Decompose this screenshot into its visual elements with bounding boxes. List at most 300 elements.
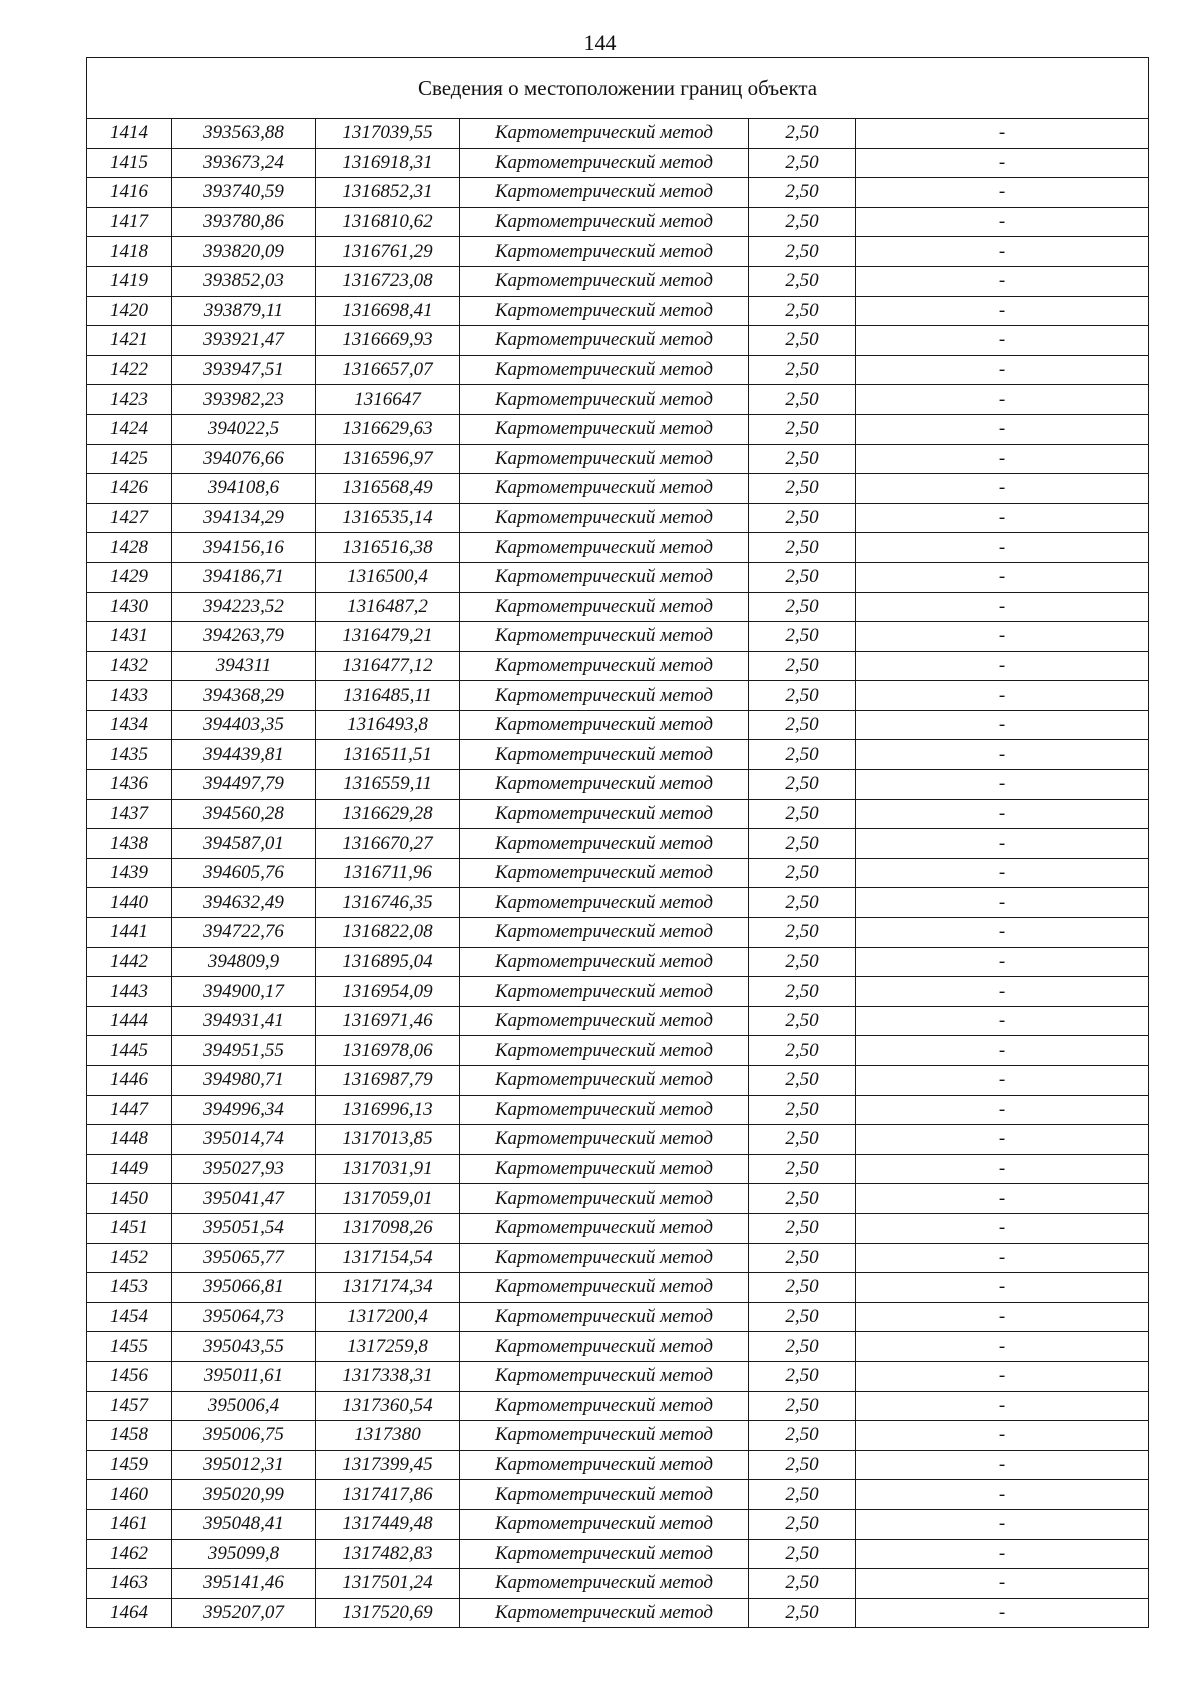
cell-point-number: 1453 — [87, 1273, 172, 1303]
cell-description: - — [856, 119, 1149, 149]
cell-method: Картометрический метод — [460, 444, 749, 474]
cell-coord-x: 393740,59 — [172, 178, 316, 208]
cell-description: - — [856, 1391, 1149, 1421]
cell-method: Картометрический метод — [460, 592, 749, 622]
cell-point-number: 1459 — [87, 1450, 172, 1480]
cell-method: Картометрический метод — [460, 1006, 749, 1036]
cell-coord-y: 1316746,35 — [316, 888, 460, 918]
cell-coord-y: 1316761,29 — [316, 237, 460, 267]
cell-point-number: 1426 — [87, 474, 172, 504]
cell-description: - — [856, 385, 1149, 415]
cell-coord-y: 1316516,38 — [316, 533, 460, 563]
cell-description: - — [856, 918, 1149, 948]
cell-method: Картометрический метод — [460, 355, 749, 385]
cell-method: Картометрический метод — [460, 326, 749, 356]
cell-point-number: 1416 — [87, 178, 172, 208]
cell-coord-y: 1316698,41 — [316, 296, 460, 326]
cell-coord-x: 394186,71 — [172, 562, 316, 592]
boundary-coordinates-table — [86, 57, 1149, 1628]
cell-accuracy: 2,50 — [749, 119, 856, 149]
cell-coord-y: 1317013,85 — [316, 1125, 460, 1155]
cell-coord-x: 395141,46 — [172, 1569, 316, 1599]
cell-method: Картометрический метод — [460, 1332, 749, 1362]
cell-method: Картометрический метод — [460, 799, 749, 829]
cell-coord-x: 394022,5 — [172, 414, 316, 444]
cell-method: Картометрический метод — [460, 562, 749, 592]
cell-method: Картометрический метод — [460, 1480, 749, 1510]
cell-description: - — [856, 888, 1149, 918]
cell-coord-x: 395065,77 — [172, 1243, 316, 1273]
cell-coord-x: 393947,51 — [172, 355, 316, 385]
cell-point-number: 1449 — [87, 1154, 172, 1184]
cell-description: - — [856, 1273, 1149, 1303]
cell-coord-x: 393820,09 — [172, 237, 316, 267]
cell-accuracy: 2,50 — [749, 385, 856, 415]
cell-accuracy: 2,50 — [749, 533, 856, 563]
table-row — [87, 178, 1149, 208]
cell-coord-x: 395099,8 — [172, 1539, 316, 1569]
cell-accuracy: 2,50 — [749, 1036, 856, 1066]
cell-point-number: 1446 — [87, 1066, 172, 1096]
cell-description: - — [856, 1569, 1149, 1599]
cell-coord-x: 394587,01 — [172, 829, 316, 859]
cell-point-number: 1462 — [87, 1539, 172, 1569]
cell-coord-x: 394311 — [172, 651, 316, 681]
cell-coord-y: 1317098,26 — [316, 1213, 460, 1243]
cell-coord-x: 393780,86 — [172, 207, 316, 237]
cell-accuracy: 2,50 — [749, 858, 856, 888]
cell-coord-x: 394403,35 — [172, 710, 316, 740]
cell-accuracy: 2,50 — [749, 592, 856, 622]
cell-description: - — [856, 799, 1149, 829]
cell-point-number: 1451 — [87, 1213, 172, 1243]
cell-method: Картометрический метод — [460, 1450, 749, 1480]
cell-coord-x: 395064,73 — [172, 1302, 316, 1332]
cell-coord-x: 393563,88 — [172, 119, 316, 149]
table-row — [87, 237, 1149, 267]
cell-coord-x: 395066,81 — [172, 1273, 316, 1303]
cell-description: - — [856, 326, 1149, 356]
table-row — [87, 296, 1149, 326]
cell-coord-y: 1316670,27 — [316, 829, 460, 859]
cell-method: Картометрический метод — [460, 385, 749, 415]
table-row — [87, 1184, 1149, 1214]
table-row — [87, 355, 1149, 385]
cell-method: Картометрический метод — [460, 474, 749, 504]
cell-accuracy: 2,50 — [749, 1598, 856, 1628]
cell-point-number: 1448 — [87, 1125, 172, 1155]
cell-point-number: 1427 — [87, 503, 172, 533]
cell-point-number: 1423 — [87, 385, 172, 415]
table-row — [87, 1095, 1149, 1125]
table-row — [87, 1332, 1149, 1362]
cell-coord-y: 1316629,28 — [316, 799, 460, 829]
cell-coord-x: 395048,41 — [172, 1509, 316, 1539]
cell-point-number: 1417 — [87, 207, 172, 237]
cell-point-number: 1464 — [87, 1598, 172, 1628]
cell-description: - — [856, 1480, 1149, 1510]
cell-point-number: 1421 — [87, 326, 172, 356]
table-row — [87, 1480, 1149, 1510]
cell-point-number: 1435 — [87, 740, 172, 770]
cell-method: Картометрический метод — [460, 1095, 749, 1125]
cell-description: - — [856, 148, 1149, 178]
cell-point-number: 1415 — [87, 148, 172, 178]
table-row — [87, 1036, 1149, 1066]
table-row — [87, 1213, 1149, 1243]
cell-description: - — [856, 178, 1149, 208]
cell-point-number: 1429 — [87, 562, 172, 592]
cell-description: - — [856, 681, 1149, 711]
cell-description: - — [856, 592, 1149, 622]
cell-coord-y: 1316479,21 — [316, 622, 460, 652]
table-row — [87, 918, 1149, 948]
table-row — [87, 888, 1149, 918]
cell-accuracy: 2,50 — [749, 770, 856, 800]
cell-point-number: 1440 — [87, 888, 172, 918]
cell-method: Картометрический метод — [460, 207, 749, 237]
cell-method: Картометрический метод — [460, 414, 749, 444]
cell-description: - — [856, 1450, 1149, 1480]
cell-coord-x: 394497,79 — [172, 770, 316, 800]
cell-description: - — [856, 1213, 1149, 1243]
table-row — [87, 326, 1149, 356]
cell-description: - — [856, 1332, 1149, 1362]
table-row — [87, 148, 1149, 178]
cell-method: Картометрический метод — [460, 1066, 749, 1096]
cell-accuracy: 2,50 — [749, 799, 856, 829]
cell-accuracy: 2,50 — [749, 1066, 856, 1096]
table-row — [87, 947, 1149, 977]
cell-method: Картометрический метод — [460, 1036, 749, 1066]
cell-accuracy: 2,50 — [749, 1184, 856, 1214]
cell-method: Картометрический метод — [460, 947, 749, 977]
table-row — [87, 533, 1149, 563]
cell-description: - — [856, 1421, 1149, 1451]
table-row — [87, 207, 1149, 237]
cell-coord-y: 1316954,09 — [316, 977, 460, 1007]
table-row — [87, 1243, 1149, 1273]
page-number: 144 — [583, 30, 617, 55]
cell-point-number: 1425 — [87, 444, 172, 474]
table-row — [87, 474, 1149, 504]
cell-method: Картометрический метод — [460, 1302, 749, 1332]
cell-method: Картометрический метод — [460, 740, 749, 770]
cell-point-number: 1436 — [87, 770, 172, 800]
cell-coord-y: 1316647 — [316, 385, 460, 415]
cell-coord-x: 394560,28 — [172, 799, 316, 829]
cell-accuracy: 2,50 — [749, 296, 856, 326]
table-title: Сведения о местоположении границ объекта — [87, 58, 1149, 119]
cell-point-number: 1424 — [87, 414, 172, 444]
cell-method: Картометрический метод — [460, 1421, 749, 1451]
cell-coord-x: 394605,76 — [172, 858, 316, 888]
cell-accuracy: 2,50 — [749, 1125, 856, 1155]
cell-point-number: 1455 — [87, 1332, 172, 1362]
cell-coord-y: 1317031,91 — [316, 1154, 460, 1184]
table-row — [87, 1006, 1149, 1036]
cell-accuracy: 2,50 — [749, 1006, 856, 1036]
cell-method: Картометрический метод — [460, 1213, 749, 1243]
cell-accuracy: 2,50 — [749, 651, 856, 681]
cell-coord-x: 394951,55 — [172, 1036, 316, 1066]
cell-description: - — [856, 1095, 1149, 1125]
cell-accuracy: 2,50 — [749, 1095, 856, 1125]
cell-coord-x: 394223,52 — [172, 592, 316, 622]
cell-method: Картометрический метод — [460, 829, 749, 859]
cell-point-number: 1437 — [87, 799, 172, 829]
cell-description: - — [856, 947, 1149, 977]
table-row — [87, 799, 1149, 829]
cell-coord-y: 1316852,31 — [316, 178, 460, 208]
cell-accuracy: 2,50 — [749, 1480, 856, 1510]
cell-coord-x: 395207,07 — [172, 1598, 316, 1628]
cell-description: - — [856, 1066, 1149, 1096]
cell-coord-y: 1316971,46 — [316, 1006, 460, 1036]
cell-coord-x: 395020,99 — [172, 1480, 316, 1510]
table-header-row — [87, 58, 1149, 119]
cell-method: Картометрический метод — [460, 622, 749, 652]
cell-description: - — [856, 710, 1149, 740]
cell-point-number: 1456 — [87, 1361, 172, 1391]
cell-accuracy: 2,50 — [749, 474, 856, 504]
cell-coord-x: 394134,29 — [172, 503, 316, 533]
cell-coord-x: 393982,23 — [172, 385, 316, 415]
cell-accuracy: 2,50 — [749, 1421, 856, 1451]
cell-description: - — [856, 237, 1149, 267]
cell-accuracy: 2,50 — [749, 977, 856, 1007]
cell-point-number: 1445 — [87, 1036, 172, 1066]
cell-point-number: 1454 — [87, 1302, 172, 1332]
cell-coord-x: 394263,79 — [172, 622, 316, 652]
table-row — [87, 1125, 1149, 1155]
cell-coord-x: 394156,16 — [172, 533, 316, 563]
cell-point-number: 1450 — [87, 1184, 172, 1214]
cell-description: - — [856, 503, 1149, 533]
table-row — [87, 266, 1149, 296]
cell-point-number: 1442 — [87, 947, 172, 977]
cell-method: Картометрический метод — [460, 1509, 749, 1539]
cell-coord-x: 395011,61 — [172, 1361, 316, 1391]
cell-accuracy: 2,50 — [749, 266, 856, 296]
cell-accuracy: 2,50 — [749, 888, 856, 918]
table-row — [87, 1391, 1149, 1421]
cell-accuracy: 2,50 — [749, 829, 856, 859]
cell-coord-y: 1317380 — [316, 1421, 460, 1451]
cell-accuracy: 2,50 — [749, 1361, 856, 1391]
cell-accuracy: 2,50 — [749, 207, 856, 237]
cell-coord-x: 395027,93 — [172, 1154, 316, 1184]
table-row — [87, 1598, 1149, 1628]
cell-description: - — [856, 1539, 1149, 1569]
cell-point-number: 1419 — [87, 266, 172, 296]
cell-method: Картометрический метод — [460, 266, 749, 296]
cell-coord-y: 1317338,31 — [316, 1361, 460, 1391]
cell-coord-x: 394809,9 — [172, 947, 316, 977]
cell-coord-y: 1316822,08 — [316, 918, 460, 948]
cell-coord-y: 1316895,04 — [316, 947, 460, 977]
table-row — [87, 1273, 1149, 1303]
cell-coord-y: 1316978,06 — [316, 1036, 460, 1066]
cell-point-number: 1461 — [87, 1509, 172, 1539]
cell-description: - — [856, 533, 1149, 563]
cell-coord-x: 394722,76 — [172, 918, 316, 948]
cell-accuracy: 2,50 — [749, 178, 856, 208]
cell-coord-y: 1316629,63 — [316, 414, 460, 444]
cell-description: - — [856, 266, 1149, 296]
cell-coord-y: 1317174,34 — [316, 1273, 460, 1303]
table-row — [87, 858, 1149, 888]
cell-method: Картометрический метод — [460, 710, 749, 740]
cell-point-number: 1422 — [87, 355, 172, 385]
cell-description: - — [856, 414, 1149, 444]
cell-coord-y: 1317059,01 — [316, 1184, 460, 1214]
cell-coord-y: 1316596,97 — [316, 444, 460, 474]
cell-coord-y: 1316485,11 — [316, 681, 460, 711]
cell-accuracy: 2,50 — [749, 681, 856, 711]
cell-coord-y: 1316500,4 — [316, 562, 460, 592]
cell-coord-y: 1316493,8 — [316, 710, 460, 740]
cell-method: Картометрический метод — [460, 119, 749, 149]
table-row — [87, 1509, 1149, 1539]
cell-accuracy: 2,50 — [749, 562, 856, 592]
table-row — [87, 592, 1149, 622]
cell-description: - — [856, 858, 1149, 888]
cell-point-number: 1444 — [87, 1006, 172, 1036]
cell-coord-x: 393852,03 — [172, 266, 316, 296]
cell-accuracy: 2,50 — [749, 414, 856, 444]
cell-description: - — [856, 622, 1149, 652]
cell-point-number: 1431 — [87, 622, 172, 652]
cell-coord-x: 394980,71 — [172, 1066, 316, 1096]
cell-method: Картометрический метод — [460, 533, 749, 563]
cell-coord-x: 395006,4 — [172, 1391, 316, 1421]
cell-method: Картометрический метод — [460, 858, 749, 888]
cell-accuracy: 2,50 — [749, 1539, 856, 1569]
cell-method: Картометрический метод — [460, 503, 749, 533]
cell-coord-x: 394076,66 — [172, 444, 316, 474]
cell-coord-x: 395012,31 — [172, 1450, 316, 1480]
cell-point-number: 1452 — [87, 1243, 172, 1273]
cell-method: Картометрический метод — [460, 1273, 749, 1303]
table-row — [87, 681, 1149, 711]
table-row — [87, 829, 1149, 859]
cell-method: Картометрический метод — [460, 770, 749, 800]
table-row — [87, 977, 1149, 1007]
cell-method: Картометрический метод — [460, 148, 749, 178]
cell-coord-y: 1317399,45 — [316, 1450, 460, 1480]
table-row — [87, 622, 1149, 652]
table-row — [87, 710, 1149, 740]
cell-description: - — [856, 977, 1149, 1007]
cell-coord-y: 1317154,54 — [316, 1243, 460, 1273]
cell-description: - — [856, 1509, 1149, 1539]
cell-coord-y: 1316535,14 — [316, 503, 460, 533]
cell-accuracy: 2,50 — [749, 1332, 856, 1362]
cell-point-number: 1443 — [87, 977, 172, 1007]
cell-method: Картометрический метод — [460, 1361, 749, 1391]
cell-coord-x: 394108,6 — [172, 474, 316, 504]
cell-description: - — [856, 770, 1149, 800]
cell-description: - — [856, 1598, 1149, 1628]
cell-accuracy: 2,50 — [749, 1154, 856, 1184]
table-row — [87, 651, 1149, 681]
cell-point-number: 1428 — [87, 533, 172, 563]
cell-coord-x: 394931,41 — [172, 1006, 316, 1036]
cell-coord-x: 395006,75 — [172, 1421, 316, 1451]
cell-point-number: 1439 — [87, 858, 172, 888]
cell-accuracy: 2,50 — [749, 237, 856, 267]
cell-description: - — [856, 740, 1149, 770]
cell-description: - — [856, 1184, 1149, 1214]
cell-description: - — [856, 562, 1149, 592]
cell-coord-y: 1317039,55 — [316, 119, 460, 149]
cell-accuracy: 2,50 — [749, 1569, 856, 1599]
cell-point-number: 1433 — [87, 681, 172, 711]
cell-description: - — [856, 444, 1149, 474]
cell-description: - — [856, 355, 1149, 385]
cell-coord-y: 1317417,86 — [316, 1480, 460, 1510]
cell-coord-y: 1317449,48 — [316, 1509, 460, 1539]
table-row — [87, 444, 1149, 474]
cell-accuracy: 2,50 — [749, 503, 856, 533]
cell-method: Картометрический метод — [460, 918, 749, 948]
cell-coord-y: 1316723,08 — [316, 266, 460, 296]
cell-point-number: 1460 — [87, 1480, 172, 1510]
cell-description: - — [856, 207, 1149, 237]
cell-coord-y: 1316477,12 — [316, 651, 460, 681]
cell-coord-x: 393673,24 — [172, 148, 316, 178]
cell-coord-x: 394368,29 — [172, 681, 316, 711]
cell-coord-y: 1316987,79 — [316, 1066, 460, 1096]
cell-coord-y: 1317200,4 — [316, 1302, 460, 1332]
table-row — [87, 1539, 1149, 1569]
cell-method: Картометрический метод — [460, 651, 749, 681]
cell-point-number: 1463 — [87, 1569, 172, 1599]
table-row — [87, 1066, 1149, 1096]
cell-point-number: 1434 — [87, 710, 172, 740]
cell-coord-x: 395051,54 — [172, 1213, 316, 1243]
cell-description: - — [856, 1361, 1149, 1391]
cell-description: - — [856, 296, 1149, 326]
cell-point-number: 1441 — [87, 918, 172, 948]
table-row — [87, 1450, 1149, 1480]
cell-coord-x: 394996,34 — [172, 1095, 316, 1125]
cell-accuracy: 2,50 — [749, 622, 856, 652]
cell-coord-y: 1316918,31 — [316, 148, 460, 178]
cell-coord-x: 395041,47 — [172, 1184, 316, 1214]
cell-point-number: 1458 — [87, 1421, 172, 1451]
cell-point-number: 1414 — [87, 119, 172, 149]
cell-accuracy: 2,50 — [749, 148, 856, 178]
cell-accuracy: 2,50 — [749, 1243, 856, 1273]
cell-coord-y: 1317259,8 — [316, 1332, 460, 1362]
cell-accuracy: 2,50 — [749, 1391, 856, 1421]
cell-coord-y: 1316511,51 — [316, 740, 460, 770]
cell-method: Картометрический метод — [460, 1598, 749, 1628]
cell-description: - — [856, 1154, 1149, 1184]
cell-accuracy: 2,50 — [749, 355, 856, 385]
cell-coord-x: 393921,47 — [172, 326, 316, 356]
cell-method: Картометрический метод — [460, 888, 749, 918]
cell-point-number: 1438 — [87, 829, 172, 859]
cell-point-number: 1457 — [87, 1391, 172, 1421]
cell-accuracy: 2,50 — [749, 1213, 856, 1243]
cell-coord-x: 394439,81 — [172, 740, 316, 770]
cell-coord-y: 1317501,24 — [316, 1569, 460, 1599]
cell-accuracy: 2,50 — [749, 444, 856, 474]
table-row — [87, 385, 1149, 415]
